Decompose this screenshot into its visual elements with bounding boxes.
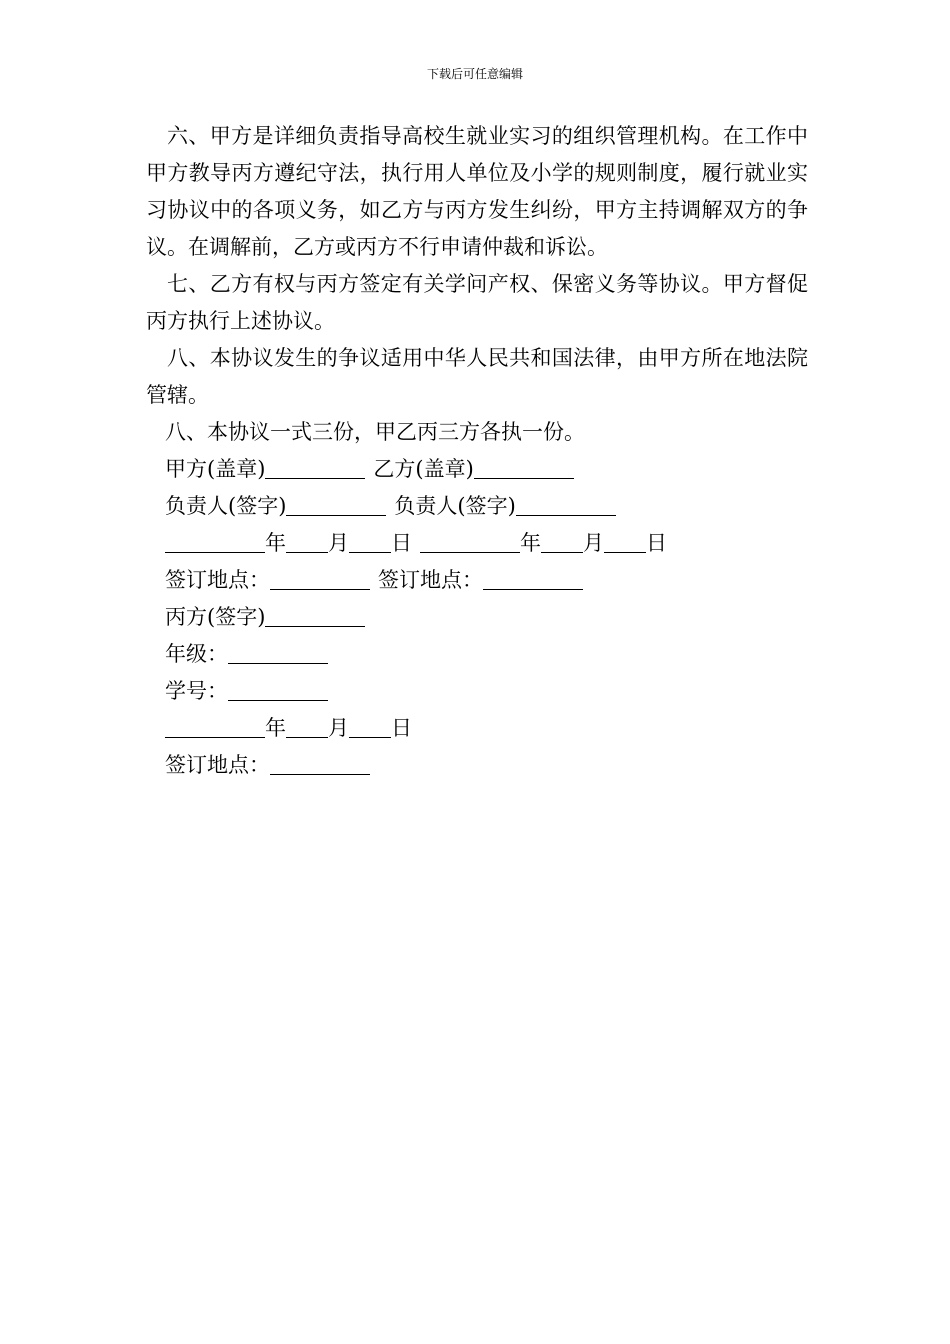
responsible-a-blank[interactable] bbox=[286, 495, 386, 516]
place-b-label: 签订地点： bbox=[378, 568, 483, 592]
party-b-seal-blank[interactable] bbox=[474, 458, 574, 479]
year-label: 年 bbox=[520, 531, 541, 555]
month-c-blank[interactable] bbox=[286, 717, 328, 738]
month-label: 月 bbox=[583, 531, 604, 555]
day-label: 日 bbox=[646, 531, 667, 555]
student-id-row bbox=[146, 673, 808, 710]
grade-label: 年级： bbox=[165, 642, 228, 666]
clause-6: 六、甲方是详细负责指导高校生就业实习的组织管理机构。在工作中甲方教导丙方遵纪守法，执行用人单位及小学的规则制度，履行就业实习协议中的各项义务，如乙方与丙方发生纠纷，甲方主持调解双方的争议。在调解前，乙方或丙方不行申请仲裁和诉讼。 bbox=[146, 124, 808, 259]
seal-row bbox=[146, 451, 808, 488]
copies-line: 八、本协议一式三份，甲乙丙三方各执一份。 bbox=[165, 420, 585, 444]
student-id-blank[interactable] bbox=[228, 680, 328, 701]
day-label: 日 bbox=[391, 531, 412, 555]
student-id-label: 学号： bbox=[165, 679, 228, 703]
clause-7: 七、乙方有权与丙方签定有关学问产权、保密义务等协议。甲方督促丙方执行上述协议。 bbox=[146, 272, 808, 333]
day-c-blank[interactable] bbox=[349, 717, 391, 738]
responsible-b-blank[interactable] bbox=[516, 495, 616, 516]
date-row-ab bbox=[146, 525, 808, 562]
day-b-blank[interactable] bbox=[604, 532, 646, 553]
year-label: 年 bbox=[265, 716, 286, 740]
year-c-blank[interactable] bbox=[165, 717, 265, 738]
month-label: 月 bbox=[328, 716, 349, 740]
place-b-blank[interactable] bbox=[483, 569, 583, 590]
day-label: 日 bbox=[391, 716, 412, 740]
page-header-note: 下载后可任意编辑 bbox=[426, 67, 523, 81]
month-a-blank[interactable] bbox=[286, 532, 328, 553]
place-a-blank[interactable] bbox=[270, 569, 370, 590]
party-c-sign-label: 丙方(签字) bbox=[165, 605, 266, 629]
date-row-c bbox=[146, 710, 808, 747]
place-a-label: 签订地点： bbox=[165, 568, 270, 592]
party-b-seal-label: 乙方(盖章) bbox=[373, 457, 474, 481]
month-label: 月 bbox=[328, 531, 349, 555]
responsible-row bbox=[146, 488, 808, 525]
place-c-label: 签订地点： bbox=[165, 753, 270, 777]
year-b-blank[interactable] bbox=[420, 532, 520, 553]
party-c-sign-blank[interactable] bbox=[265, 606, 365, 627]
place-c-blank[interactable] bbox=[270, 754, 370, 775]
clause-8: 八、本协议发生的争议适用中华人民共和国法律，由甲方所在地法院管辖。 bbox=[146, 346, 808, 407]
party-c-row bbox=[146, 599, 808, 636]
place-row-ab bbox=[146, 562, 808, 599]
document-body bbox=[146, 118, 808, 784]
day-a-blank[interactable] bbox=[349, 532, 391, 553]
party-a-seal-label: 甲方(盖章) bbox=[165, 457, 266, 481]
place-row-c bbox=[146, 747, 808, 784]
responsible-b-label: 负责人(签字) bbox=[394, 494, 516, 518]
grade-blank[interactable] bbox=[228, 643, 328, 664]
month-b-blank[interactable] bbox=[541, 532, 583, 553]
grade-row bbox=[146, 636, 808, 673]
year-label: 年 bbox=[265, 531, 286, 555]
year-a-blank[interactable] bbox=[165, 532, 265, 553]
party-a-seal-blank[interactable] bbox=[265, 458, 365, 479]
responsible-a-label: 负责人(签字) bbox=[165, 494, 287, 518]
